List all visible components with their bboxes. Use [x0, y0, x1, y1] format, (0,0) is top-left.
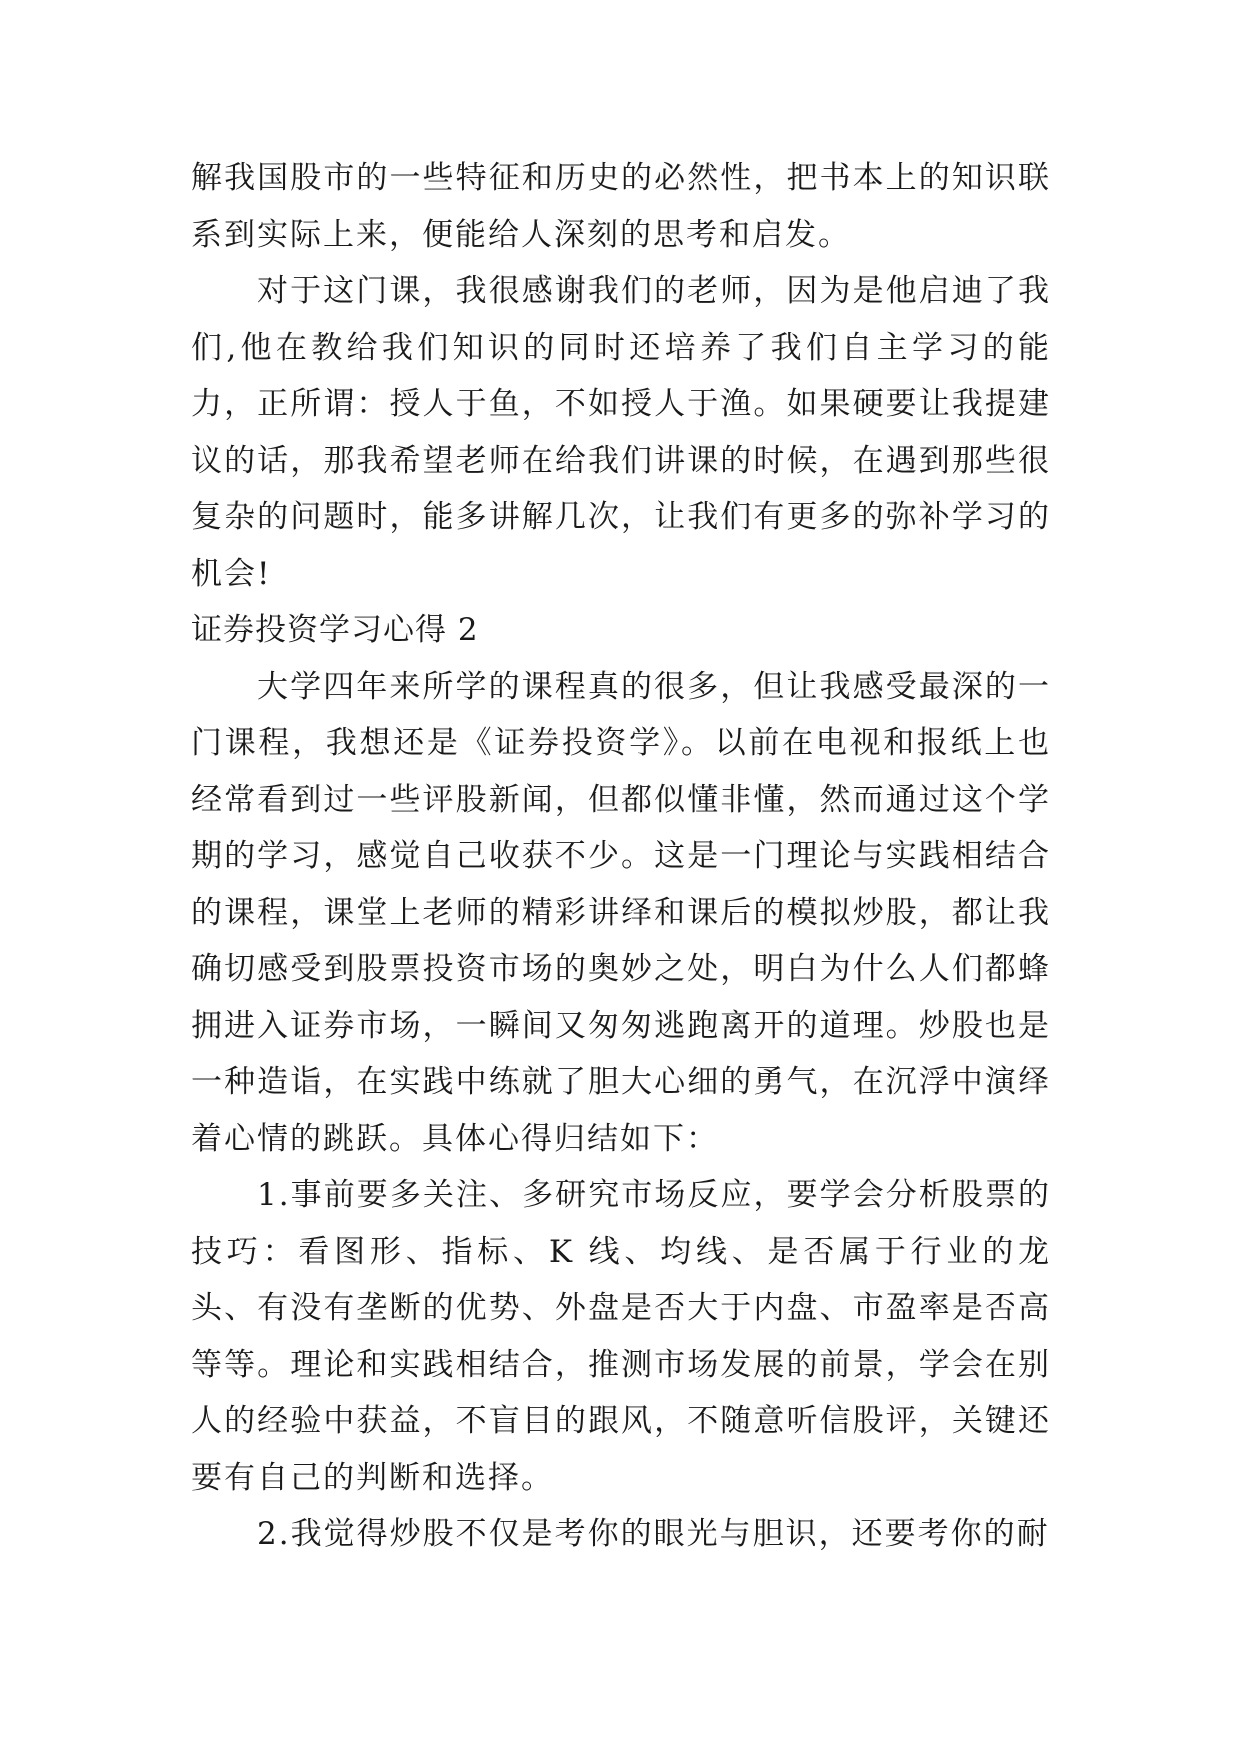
paragraph-continuation: 解我国股市的一些特征和历史的必然性，把书本上的知识联系到实际上来，便能给人深刻的思考和启发。 [191, 160, 1051, 253]
paragraph-thanks-teacher: 对于这门课，我很感谢我们的老师，因为是他启迪了我们,他在教给我们知识的同时还培养了我们自主学习的能力，正所谓：授人于鱼，不如授人于渔。如果硬要让我提建议的话，那我希望老师在给我们讲课的时候，在遇到那些很复杂的问题时，能多讲解几次，让我们有更多的弥补学习的机会! [191, 273, 1051, 592]
paragraph-point-1: 1.事前要多关注、多研究市场反应，要学会分析股票的技巧：看图形、指标、K 线、均线、是否属于行业的龙头、有没有垄断的优势、外盘是否大于内盘、市盈率是否高等等。理论和实践相结合，推测市场发展的前景，学会在别人的经验中获益，不盲目的跟风，不随意听信股评，关键还要有自己的判断和选择。 [191, 1177, 1051, 1496]
document-body [191, 150, 1051, 1563]
paragraph-course-intro: 大学四年来所学的课程真的很多，但让我感受最深的一门课程，我想还是《证券投资学》。以前在电视和报纸上也经常看到过一些评股新闻，但都似懂非懂，然而通过这个学期的学习，感觉自己收获不少。这是一门理论与实践相结合的课程，课堂上老师的精彩讲绎和课后的模拟炒股，都让我确切感受到股票投资市场的奥妙之处，明白为什么人们都蜂拥进入证券市场，一瞬间又匆匆逃跑离开的道理。炒股也是一种造诣，在实践中练就了胆大心细的勇气，在沉浮中演绎着心情的跳跃。具体心得归结如下： [191, 668, 1051, 1157]
section-title: 证券投资学习心得 2 [191, 612, 479, 648]
paragraph-point-2: 2.我觉得炒股不仅是考你的眼光与胆识，还要考你的耐 [257, 1516, 1050, 1552]
